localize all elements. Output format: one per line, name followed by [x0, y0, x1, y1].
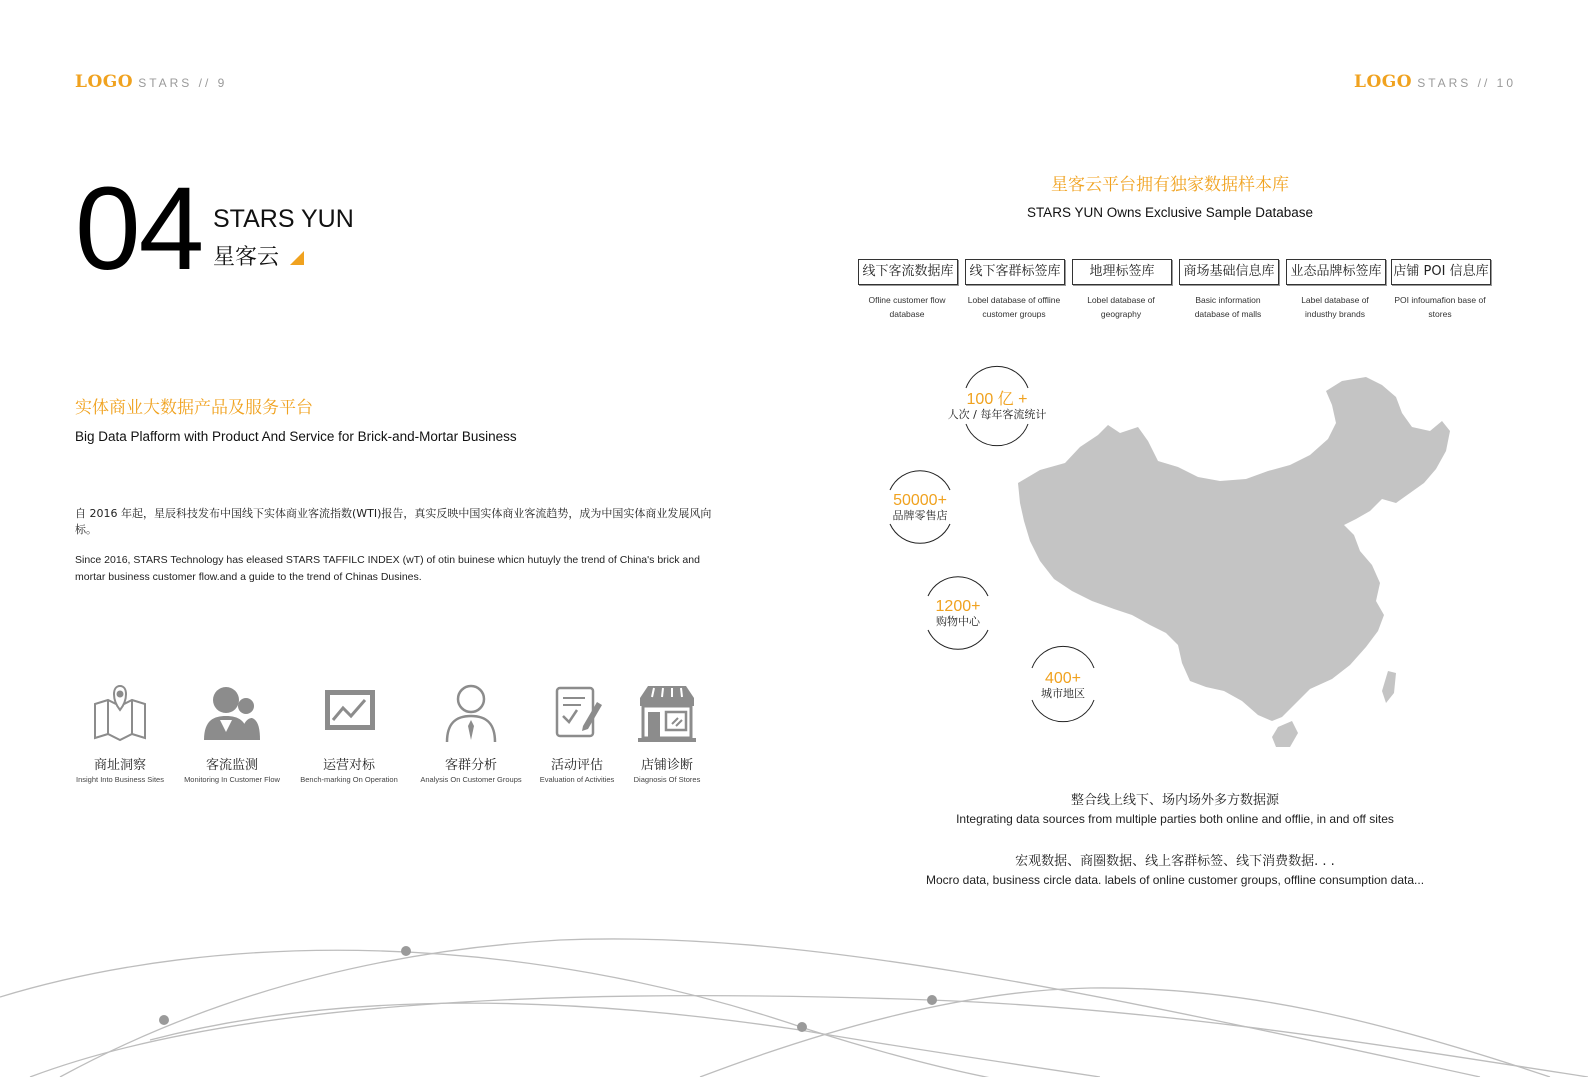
stat-number: 50000+: [893, 492, 947, 509]
database-box: 地理标签库: [1072, 259, 1172, 285]
stat-text: 人次 / 每年客流统计: [947, 408, 1047, 421]
logo: LOGO: [1354, 72, 1413, 92]
right-title-cn: 星客云平台拥有独家数据样本库: [1051, 175, 1289, 195]
database-caption: POI infoumafion base of stores: [1394, 295, 1486, 319]
logo: LOGO: [75, 72, 134, 92]
database-caption: Lobel database of offline customer groups: [967, 295, 1061, 319]
right-title-en: STARS YUN Owns Exclusive Sample Database: [1026, 205, 1314, 220]
database-box: 业态品牌标签库: [1286, 259, 1386, 285]
footer-line1-en: Integrating data sources from multiple parties both online and offlie, in and off sites: [956, 812, 1394, 826]
database-caption: Basic information database of malls: [1194, 295, 1262, 319]
database-caption: Label database of industhy brands: [1301, 295, 1369, 319]
database-caption: Lobel database of geography: [1087, 295, 1155, 319]
intro-heading-cn: 实体商业大数据产品及服务平台: [75, 398, 313, 418]
section-title-cn: 星客云: [213, 245, 280, 270]
database-box: 线下客流数据库: [858, 259, 958, 285]
feature-sub: Monitoring In Customer Flow: [184, 775, 280, 784]
stat-number: 1200+: [935, 598, 981, 615]
stat-text: 城市地区: [1041, 687, 1085, 700]
feature-label: 客群分析: [444, 758, 497, 773]
feature-sub: Evaluation of Activities: [539, 775, 615, 784]
intro-paragraph-en: Since 2016, STARS Technology has eleased STARS TAFFILC INDEX (wT) of otin buinese whicn hutuyly the trend of China's brick and mortar business customer flow.and a guide to the trend of Chinas Dusines.: [75, 554, 700, 583]
page-number: STARS // 9: [138, 76, 228, 90]
section-title-en: STARS YUN: [213, 205, 354, 233]
footer-line2-en: Mocro data, business circle data. labels of online customer groups, offline consumption data...: [925, 873, 1425, 887]
footer-line1-cn: 整合线上线下、场内场外多方数据源: [1070, 793, 1279, 808]
database-box: 线下客群标签库: [965, 259, 1065, 285]
database-caption: Ofline customer flow database: [868, 295, 946, 319]
stat-text: 购物中心: [936, 615, 980, 628]
feature-label: 店铺诊断: [640, 758, 693, 773]
intro-heading-en: Big Data Plafform with Product And Service for Brick-and-Mortar Business: [75, 429, 517, 444]
stat-text: 品牌零售店: [892, 509, 948, 522]
feature-label: 运营对标: [322, 758, 375, 773]
feature-sub: Bench-marking On Operation: [300, 775, 398, 784]
page-number: STARS // 10: [1417, 76, 1516, 90]
footer-line2-cn: 宏观数据、商圈数据、线上客群标签、线下消费数据. . .: [1015, 854, 1335, 869]
stat-number: 100 亿 +: [966, 391, 1028, 408]
section-number: 04: [75, 163, 203, 295]
database-box: 商场基础信息库: [1179, 259, 1279, 285]
feature-label: 商址洞察: [93, 758, 146, 773]
feature-sub: Diagnosis Of Stores: [633, 775, 701, 784]
feature-label: 活动评估: [550, 758, 603, 773]
stat-number: 400+: [1044, 670, 1082, 687]
feature-label: 客流监测: [205, 758, 258, 773]
feature-sub: Insight Into Business Sites: [76, 775, 164, 784]
intro-paragraph-cn: 自 2016 年起，星辰科技发布中国线下实体商业客流指数(WTI)报告，真实反映中国实体商业客流趋势，成为中国实体商业发展风向标。: [75, 507, 712, 536]
database-box: 店铺 POI 信息库: [1391, 259, 1491, 285]
feature-sub: Analysis On Customer Groups: [420, 775, 522, 784]
